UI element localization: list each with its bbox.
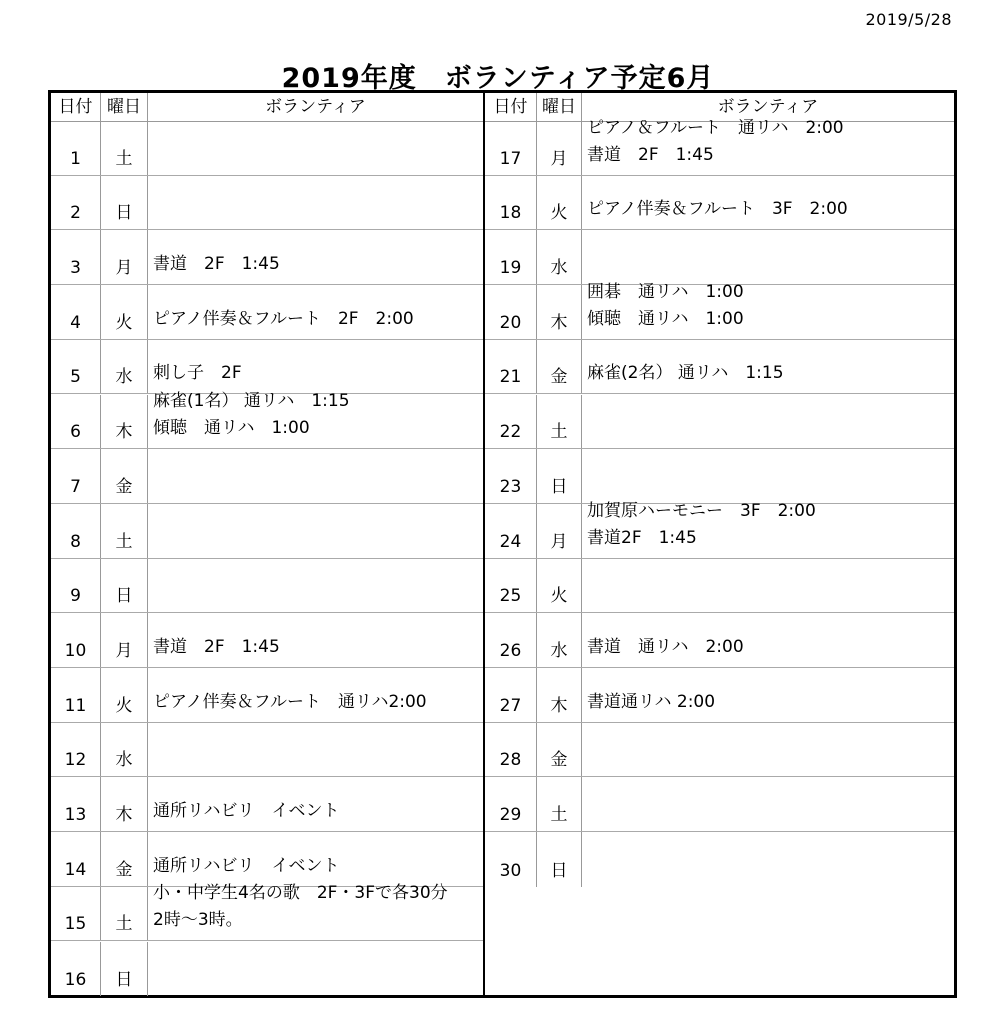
activity-cell <box>582 723 954 777</box>
weekday-cell <box>537 285 582 339</box>
day-number: 3 <box>70 258 81 279</box>
weekday-label: 火 <box>550 586 568 607</box>
activity-cell <box>148 449 483 503</box>
day-cell <box>51 504 101 558</box>
activity-text: 傾聴 通リハ 1:00 <box>153 418 310 439</box>
day-number: 7 <box>70 476 81 497</box>
weekday-cell <box>537 449 582 503</box>
weekday-label: 金 <box>115 859 133 880</box>
day-cell <box>485 176 537 230</box>
table-row <box>51 391 483 450</box>
day-cell <box>51 121 101 175</box>
weekday-cell <box>101 777 148 831</box>
weekday-cell <box>537 777 582 831</box>
activity-text: 刺し子 2F <box>153 363 242 384</box>
day-cell <box>51 285 101 339</box>
day-cell <box>51 723 101 777</box>
day-number: 29 <box>499 805 522 826</box>
weekday-cell <box>537 723 582 777</box>
weekday-label: 金 <box>550 750 568 771</box>
activity-cell <box>582 281 954 339</box>
table-row <box>51 449 483 504</box>
activity-text: 書道 2F 1:45 <box>153 636 280 657</box>
activity-lines <box>153 853 481 880</box>
table-row <box>485 281 954 340</box>
activity-cell <box>148 723 483 777</box>
table-row <box>51 668 483 723</box>
day-number: 14 <box>64 859 87 880</box>
weekday-label: 火 <box>550 203 568 224</box>
weekday-label: 月 <box>115 640 133 661</box>
activity-cell <box>148 559 483 613</box>
weekday-cell <box>101 723 148 777</box>
activity-text: 通所リハビリ イベント <box>153 855 340 876</box>
schedule-table <box>48 90 957 998</box>
activity-text: 麻雀(2名） 通リハ 1:15 <box>587 363 784 384</box>
activity-cell <box>148 668 483 722</box>
activity-lines <box>153 634 481 661</box>
day-cell <box>51 887 101 941</box>
header-activity: ボランティア <box>265 97 366 117</box>
rows-right <box>485 117 954 995</box>
activity-text: ピアノ伴奏＆フルート 3F 2:00 <box>587 199 848 220</box>
document-date: 2019/5/28 <box>865 10 952 29</box>
table-row <box>485 340 954 395</box>
activity-text: 書道 通リハ 2:00 <box>587 636 744 657</box>
activity-text: 2時～3時。 <box>153 910 243 931</box>
day-cell <box>485 613 537 667</box>
day-number: 12 <box>64 750 87 771</box>
table-row <box>485 449 954 504</box>
day-cell <box>51 613 101 667</box>
activity-cell <box>582 500 954 558</box>
weekday-label: 日 <box>115 203 133 224</box>
rows-left <box>51 121 483 995</box>
table-row <box>51 613 483 668</box>
activity-lines <box>587 196 952 223</box>
weekday-label: 日 <box>115 970 133 991</box>
day-number: 2 <box>70 203 81 224</box>
activity-lines <box>153 360 481 387</box>
header-day: 日付 <box>51 93 101 121</box>
activity-text: 麻雀(1名） 通リハ 1:15 <box>153 391 350 412</box>
table-row <box>485 723 954 778</box>
activity-lines <box>153 689 481 716</box>
day-number: 20 <box>499 312 522 333</box>
table-row <box>485 613 954 668</box>
activity-cell <box>582 449 954 503</box>
weekday-cell <box>537 121 582 175</box>
table-row <box>485 176 954 231</box>
header-weekday: 曜日 <box>537 93 582 121</box>
weekday-label: 月 <box>550 531 568 552</box>
weekday-cell <box>537 176 582 230</box>
weekday-cell <box>101 176 148 230</box>
activity-text: 書道通リハ 2:00 <box>587 691 716 712</box>
activity-cell <box>148 832 483 886</box>
weekday-label: 火 <box>115 312 133 333</box>
table-row <box>485 117 954 176</box>
weekday-cell <box>537 504 582 558</box>
day-cell <box>51 449 101 503</box>
activity-cell <box>582 340 954 394</box>
activity-lines <box>153 798 481 825</box>
day-number: 10 <box>64 640 87 661</box>
weekday-label: 日 <box>550 476 568 497</box>
weekday-label: 木 <box>115 805 133 826</box>
day-cell <box>51 942 101 997</box>
table-row <box>51 230 483 285</box>
day-cell <box>485 449 537 503</box>
activity-cell <box>148 285 483 339</box>
day-number: 19 <box>499 258 522 279</box>
day-number: 27 <box>499 695 522 716</box>
weekday-cell <box>101 340 148 394</box>
weekday-cell <box>537 613 582 667</box>
day-number: 4 <box>70 312 81 333</box>
activity-lines <box>587 634 952 661</box>
table-row <box>51 942 483 997</box>
day-cell <box>485 395 537 449</box>
weekday-cell <box>537 668 582 722</box>
activity-cell <box>582 117 954 175</box>
weekday-label: 日 <box>550 860 568 881</box>
activity-text: 書道2F 1:45 <box>587 527 697 548</box>
day-cell <box>485 559 537 613</box>
weekday-label: 水 <box>115 367 133 388</box>
day-number: 30 <box>499 860 522 881</box>
day-cell <box>51 176 101 230</box>
table-row <box>51 723 483 778</box>
weekday-cell <box>101 230 148 284</box>
weekday-label: 日 <box>115 586 133 607</box>
activity-text: ピアノ伴奏＆フルート 通リハ2:00 <box>153 691 427 712</box>
schedule-column-left <box>51 93 483 995</box>
table-row <box>485 668 954 723</box>
table-row <box>51 883 483 942</box>
activity-cell <box>148 121 483 175</box>
day-cell <box>51 395 101 449</box>
weekday-label: 木 <box>115 422 133 443</box>
weekday-cell <box>101 942 148 997</box>
day-cell <box>485 723 537 777</box>
weekday-cell <box>101 559 148 613</box>
activity-lines <box>153 251 481 278</box>
weekday-cell <box>101 395 148 449</box>
weekday-cell <box>101 449 148 503</box>
day-cell <box>51 777 101 831</box>
weekday-cell <box>101 887 148 941</box>
table-row <box>485 559 954 614</box>
weekday-cell <box>101 121 148 175</box>
weekday-cell <box>537 395 582 449</box>
activity-cell <box>148 391 483 449</box>
day-number: 18 <box>499 203 522 224</box>
weekday-label: 火 <box>115 695 133 716</box>
activity-lines <box>587 360 952 387</box>
weekday-label: 木 <box>550 695 568 716</box>
day-number: 17 <box>499 148 522 169</box>
day-number: 9 <box>70 586 81 607</box>
day-number: 22 <box>499 422 522 443</box>
header-weekday: 曜日 <box>101 93 148 121</box>
table-row <box>485 777 954 832</box>
table-row <box>485 230 954 285</box>
day-cell <box>485 230 537 284</box>
day-number: 1 <box>70 148 81 169</box>
activity-text: 加賀原ハーモニー 3F 2:00 <box>587 500 816 521</box>
table-row <box>51 832 483 887</box>
activity-cell <box>148 230 483 284</box>
weekday-label: 土 <box>550 805 568 826</box>
activity-lines <box>153 880 481 934</box>
activity-lines <box>587 498 952 552</box>
day-number: 6 <box>70 422 81 443</box>
weekday-cell <box>537 230 582 284</box>
weekday-label: 水 <box>550 258 568 279</box>
day-number: 15 <box>64 914 87 935</box>
table-row <box>51 504 483 559</box>
day-number: 8 <box>70 531 81 552</box>
activity-text: 囲碁 通リハ 1:00 <box>587 281 744 302</box>
activity-cell <box>148 176 483 230</box>
weekday-label: 金 <box>115 476 133 497</box>
activity-cell <box>148 777 483 831</box>
activity-cell <box>582 832 954 887</box>
activity-cell <box>148 340 483 394</box>
table-header-left <box>51 93 483 122</box>
activity-text: 小・中学生4名の歌 2F・3Fで各30分 <box>153 883 448 904</box>
day-cell <box>485 832 537 887</box>
activity-text: 傾聴 通リハ 1:00 <box>587 308 744 329</box>
activity-lines <box>153 388 481 442</box>
weekday-cell <box>537 832 582 887</box>
day-number: 11 <box>64 695 87 716</box>
table-row <box>51 559 483 614</box>
activity-cell <box>582 777 954 831</box>
weekday-label: 土 <box>115 914 133 935</box>
header-day: 日付 <box>485 93 537 121</box>
day-number: 5 <box>70 367 81 388</box>
activity-cell <box>148 613 483 667</box>
activity-text: ピアノ＆フルート 通リハ 2:00 <box>587 117 844 138</box>
activity-cell <box>582 613 954 667</box>
activity-cell <box>582 559 954 613</box>
activity-cell <box>148 504 483 558</box>
day-cell <box>485 668 537 722</box>
table-row <box>51 777 483 832</box>
activity-text: 書道 2F 1:45 <box>587 144 714 165</box>
day-cell <box>485 121 537 175</box>
weekday-label: 月 <box>550 148 568 169</box>
table-row <box>51 340 483 395</box>
day-number: 13 <box>64 805 87 826</box>
activity-lines <box>153 306 481 333</box>
weekday-label: 金 <box>550 367 568 388</box>
weekday-label: 土 <box>115 148 133 169</box>
day-cell <box>51 340 101 394</box>
activity-text: 書道 2F 1:45 <box>153 254 280 275</box>
day-number: 28 <box>499 750 522 771</box>
weekday-label: 木 <box>550 312 568 333</box>
activity-text: ピアノ伴奏＆フルート 2F 2:00 <box>153 308 414 329</box>
activity-cell <box>582 176 954 230</box>
activity-text: 通所リハビリ イベント <box>153 801 340 822</box>
activity-lines <box>587 689 952 716</box>
day-cell <box>51 668 101 722</box>
weekday-label: 水 <box>115 750 133 771</box>
day-cell <box>51 559 101 613</box>
activity-lines <box>587 279 952 333</box>
day-number: 16 <box>64 970 87 991</box>
day-cell <box>485 340 537 394</box>
weekday-cell <box>101 668 148 722</box>
day-cell <box>485 777 537 831</box>
activity-cell <box>582 395 954 449</box>
table-row <box>51 121 483 176</box>
page-title: 2019年度 ボランティア予定6月 <box>281 63 715 94</box>
weekday-cell <box>537 340 582 394</box>
weekday-label: 水 <box>550 640 568 661</box>
schedule-column-right <box>483 93 954 995</box>
weekday-cell <box>101 832 148 886</box>
day-number: 23 <box>499 476 522 497</box>
header-activity: ボランティア <box>717 97 819 117</box>
table-row <box>485 500 954 559</box>
activity-cell <box>148 883 483 941</box>
weekday-label: 土 <box>115 531 133 552</box>
weekday-label: 土 <box>550 422 568 443</box>
table-row <box>51 176 483 231</box>
activity-cell <box>582 230 954 284</box>
day-number: 24 <box>499 531 522 552</box>
table-row <box>51 285 483 340</box>
day-number: 25 <box>499 586 522 607</box>
weekday-cell <box>101 285 148 339</box>
day-cell <box>51 230 101 284</box>
weekday-cell <box>101 613 148 667</box>
weekday-cell <box>101 504 148 558</box>
day-cell <box>485 504 537 558</box>
day-number: 26 <box>499 640 522 661</box>
activity-cell <box>582 668 954 722</box>
weekday-label: 月 <box>115 258 133 279</box>
day-cell <box>485 285 537 339</box>
activity-cell <box>148 942 483 997</box>
day-cell <box>51 832 101 886</box>
day-number: 21 <box>499 367 522 388</box>
activity-lines <box>587 115 952 169</box>
table-row <box>485 395 954 450</box>
weekday-cell <box>537 559 582 613</box>
table-row <box>485 832 954 887</box>
